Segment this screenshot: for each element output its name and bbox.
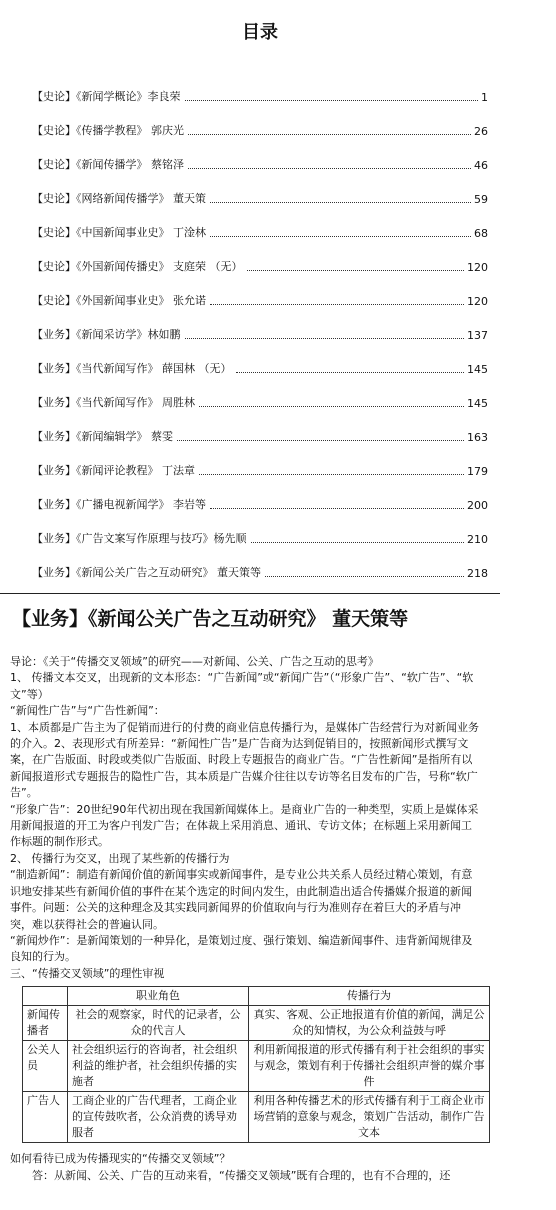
table-of-contents (32, 70, 488, 580)
toc-entry-page: 145 (467, 363, 488, 376)
toc-dot-leader (177, 439, 464, 441)
toc-entry-page: 200 (467, 499, 488, 512)
toc-dot-leader (188, 167, 471, 169)
toc-entry-label: 【史论】《新闻传播学》 蔡铭泽 (32, 158, 184, 171)
toc-entry[interactable] (32, 376, 488, 410)
table-cell: 工商企业的广告代理者，工商企业的宣传鼓吹者，公众消费的诱导劝服者 (68, 1092, 249, 1143)
toc-entry[interactable] (32, 138, 488, 172)
toc-entry-label: 【史论】《外国新闻传播史》 支庭荣 （无） (32, 260, 243, 273)
toc-entry-label: 【业务】《广播电视新闻学》 李岩等 (32, 498, 206, 511)
toc-entry-page: 163 (467, 431, 488, 444)
paragraph: “形象广告”：20世纪90年代初出现在我国新闻媒体上。是商业广告的一种类型，实质上是媒体采用新闻报道的开工为客户刊发广告；在体裁上采用消息、通讯、专访文体；在标题上采用新闻工作标题的制作形式。 (10, 802, 479, 849)
toc-entry-page: 210 (467, 533, 488, 546)
toc-dot-leader (185, 99, 479, 101)
paragraph: 三、“传播交叉领域”的理性审视 (10, 966, 165, 980)
toc-entry-label: 【业务】《当代新闻写作》 周胜林 (32, 396, 195, 409)
table-row (23, 1041, 490, 1092)
toc-dot-leader (210, 201, 471, 203)
table-cell: 利用各种传播艺术的形式传播有利于工商企业市场营销的意象与观念，策划广告活动，制作广告文本 (249, 1092, 490, 1143)
toc-entry[interactable] (32, 546, 488, 580)
toc-entry[interactable] (32, 274, 488, 308)
toc-entry-label: 【业务】《新闻采访学》林如鹏 (32, 328, 181, 341)
paragraph: 如何看待已成为传播现实的“传播交叉领域”？ (10, 1152, 231, 1166)
section-title: 【业务】《新闻公关广告之互动研究》 董天策等 (12, 608, 409, 630)
toc-entry[interactable] (32, 308, 488, 342)
toc-title: 目录 (242, 22, 278, 43)
roles-table (22, 986, 490, 1143)
section-divider (0, 593, 500, 594)
table-cell: 广告人 (23, 1092, 68, 1143)
toc-entry[interactable] (32, 512, 488, 546)
paragraph: 1、 传播文本交叉，出现新的文本形态：“广告新闻”或“新闻广告”（“形象广告”、“软广告”、“软文”等） (10, 671, 474, 701)
toc-entry-label: 【业务】《新闻公关广告之互动研究》 董天策等 (32, 566, 261, 579)
toc-dot-leader (210, 507, 464, 509)
paragraph: 答：从新闻、公关、广告的互动来看，“传播交叉领域”既有合理的，也有不合理的，还 (32, 1168, 451, 1182)
toc-entry-page: 26 (474, 125, 488, 138)
toc-dot-leader (188, 133, 471, 135)
table-cell: 公关人员 (23, 1041, 68, 1092)
toc-entry-page: 1 (481, 91, 488, 104)
paragraph: “新闻性广告”与“广告性新闻”： (10, 704, 165, 718)
table-cell: 社会组织运行的咨询者，社会组织利益的维护者，社会组织传播的实施者 (68, 1041, 249, 1092)
toc-dot-leader (199, 473, 464, 475)
paragraph: 2、 传播行为交叉，出现了某些新的传播行为 (10, 851, 230, 865)
table-header-cell: 传播行为 (249, 987, 490, 1006)
toc-entry[interactable] (32, 342, 488, 376)
toc-entry-page: 179 (467, 465, 488, 478)
paragraph: “新闻炒作”：是新闻策划的一种异化，是策划过度、强行策划、编造新闻事件、违背新闻规律及良知的行为。 (10, 933, 473, 964)
toc-entry-label: 【史论】《传播学教程》 郭庆光 (32, 124, 184, 137)
toc-entry-page: 120 (467, 295, 488, 308)
paragraph: 1、本质都是广告主为了促销而进行的付费的商业信息传播行为，是媒体广告经营行为对新闻业务的介入。2、表现形式有所差异：“新闻性广告”是广告商为达到促销目的，按照新闻形式撰写文案，在广告版面、时段或类似广告版面、时段上专题报告的商业广告。“广告性新闻”是指所有以新闻报道形式专题报告的隐性广告，其本质是广告媒介往往以专访等名目发布的广告，号称“软广告”。 (10, 720, 479, 800)
toc-dot-leader (210, 303, 464, 305)
toc-entry-label: 【史论】《网络新闻传播学》 董天策 (32, 192, 206, 205)
toc-entry-page: 137 (467, 329, 488, 342)
toc-entry-label: 【史论】《外国新闻事业史》 张允诺 (32, 294, 206, 307)
toc-entry[interactable] (32, 104, 488, 138)
toc-entry-page: 120 (467, 261, 488, 274)
toc-dot-leader (265, 575, 464, 577)
table-row (23, 1006, 490, 1041)
toc-dot-leader (185, 337, 465, 339)
toc-dot-leader (199, 405, 464, 407)
toc-entry[interactable] (32, 240, 488, 274)
section-body (10, 654, 485, 1184)
toc-entry[interactable] (32, 206, 488, 240)
paragraph: 导论：《关于“传播交叉领域”的研究——对新闻、公关、广告之互动的思考》 (10, 655, 379, 668)
toc-entry[interactable] (32, 70, 488, 104)
toc-entry-label: 【史论】《新闻学概论》李良荣 (32, 90, 181, 103)
toc-dot-leader (251, 541, 465, 543)
toc-entry-page: 46 (474, 159, 488, 172)
toc-entry[interactable] (32, 444, 488, 478)
table-cell: 新闻传播者 (23, 1006, 68, 1041)
toc-entry[interactable] (32, 172, 488, 206)
toc-entry-label: 【业务】《新闻编辑学》 蔡雯 (32, 430, 173, 443)
toc-entry-page: 68 (474, 227, 488, 240)
table-header-cell: 职业角色 (68, 987, 249, 1006)
table-cell: 利用新闻报道的形式传播有利于社会组织的事实与观念，策划有利于传播社会组织声誉的媒介事件 (249, 1041, 490, 1092)
toc-dot-leader (236, 371, 465, 373)
paragraph: “制造新闻”：制造有新闻价值的新闻事实或新闻事件，是专业公共关系人员经过精心策划，有意识地安排某些有新闻价值的事件在某个选定的时间内发生，由此制造出适合传播媒介报道的新闻事件。问题：公关的这种理念及其实践同新闻界的价值取向与行为准则存在着巨大的矛盾与冲突，难以获得社会的普遍认同。 (10, 868, 473, 931)
toc-entry-label: 【业务】《当代新闻写作》 薛国林 （无） (32, 362, 232, 375)
table-header-cell (23, 987, 68, 1006)
toc-entry-page: 218 (467, 567, 488, 580)
toc-entry-label: 【业务】《新闻评论教程》 丁法章 (32, 464, 195, 477)
toc-entry-label: 【史论】《中国新闻事业史》 丁淦林 (32, 226, 206, 239)
table-cell: 社会的观察家，时代的记录者，公众的代言人 (68, 1006, 249, 1041)
table-header-row (23, 987, 490, 1006)
toc-entry[interactable] (32, 478, 488, 512)
toc-entry-page: 145 (467, 397, 488, 410)
table-row (23, 1092, 490, 1143)
toc-dot-leader (210, 235, 471, 237)
table-cell: 真实、客观、公正地报道有价值的新闻，满足公众的知情权，为公众利益鼓与呼 (249, 1006, 490, 1041)
toc-dot-leader (247, 269, 465, 271)
toc-entry[interactable] (32, 410, 488, 444)
toc-entry-page: 59 (474, 193, 488, 206)
toc-entry-label: 【业务】《广告文案写作原理与技巧》杨先顺 (32, 532, 247, 545)
